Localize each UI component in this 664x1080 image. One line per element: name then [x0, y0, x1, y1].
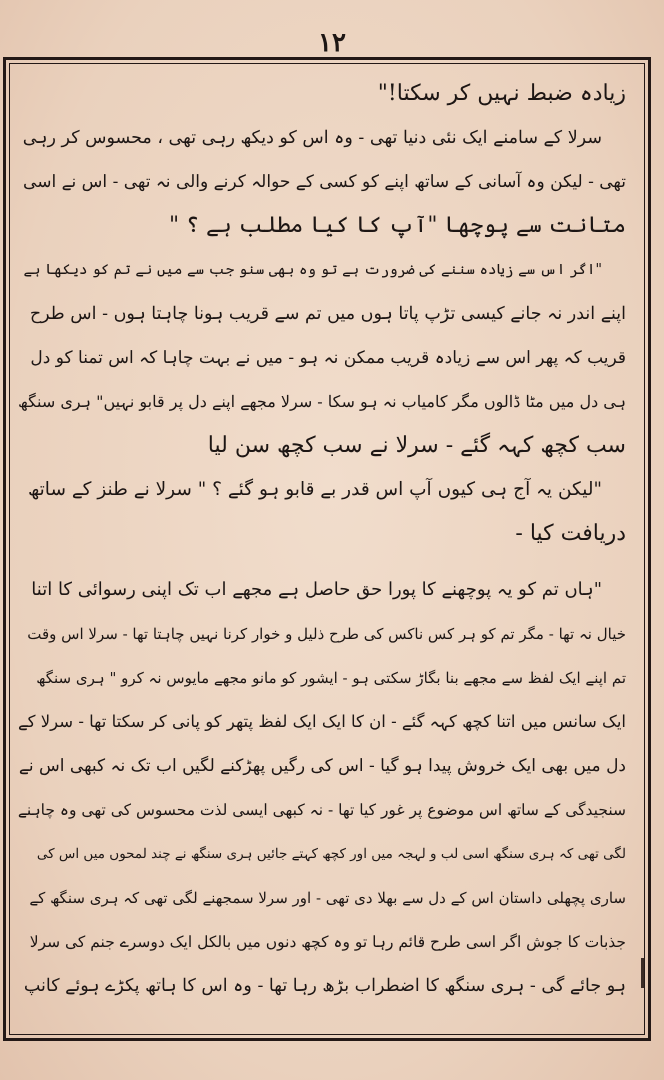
page-number: ۱۲: [318, 28, 346, 58]
text-line: سب کچھ کہہ گئے - سرلا نے سب کچھ سن لیا: [207, 433, 626, 458]
body-text: [18, 72, 632, 1027]
text-line: "اگر اس سے زیادہ سننے کی ضرورت ہے تو وہ بھی سنو جب سے میں نے تم کو دیکھا ہے: [23, 262, 602, 278]
text-line: سرلا کے سامنے ایک نئی دنیا تھی - وہ اس کو دیکھ رہی تھی ، محسوس کر رہی: [22, 128, 602, 148]
text-line: اپنے اندر نہ جانے کیسی تڑپ پاتا ہوں میں تم سے قریب ہونا چاہتا ہوں - اس طرح: [29, 304, 626, 324]
text-line: زیادہ ضبط نہیں کر سکتا!": [377, 81, 626, 106]
text-line: متانت سے پوچھا "آپ کا کیا مطلب ہے ؟ ": [168, 213, 626, 238]
text-line: لگی تھی کہ ہری سنگھ اسی لب و لہجہ میں اور کچھ کہتے جائیں ہری سنگھ نے چند لمحوں میں اس کی: [36, 846, 626, 862]
text-line: خیال نہ تھا - مگر تم کو ہر کس ناکس کی طرح ذلیل و خوار کرنا نہیں چاہتا تھا - سرلا اس وقت: [27, 625, 626, 643]
text-line: جذبات کا جوش اگر اسی طرح قائم رہا تو وہ کچھ دنوں میں بالکل ایک دوسرے جنم کی سرلا: [29, 933, 626, 951]
text-line: ہی دل میں مٹا ڈالوں مگر کامیاب نہ ہو سکا - سرلا مجھے اپنے دل پر قابو نہیں" ہری سنگھ: [18, 392, 626, 411]
text-line: دریافت کیا -: [515, 521, 626, 546]
text-line: "ہاں تم کو یہ پوچھنے کا پورا حق حاصل ہے مجھے اب تک اپنی رسوائی کا اتنا: [31, 579, 602, 600]
text-line: ساری پچھلی داستان اس کے دل سے بھلا دی تھی - اور سرلا سمجھنے لگی تھی کہ ہری سنگھ کے: [29, 889, 626, 907]
text-line: ہو جائے گی - ہری سنگھ کا اضطراب بڑھ رہا تھا - وہ اس کا ہاتھ پکڑے ہوئے کانپ: [23, 976, 626, 996]
text-line: ایک سانس میں اتنا کچھ کہہ گئے - ان کا ایک ایک لفظ پتھر کو پانی کر سکتا تھا - سرلا کے: [18, 712, 626, 731]
text-line: "لیکن یہ آج ہی کیوں آپ اس قدر بے قابو ہو گئے ؟ " سرلا نے طنز کے ساتھ: [27, 479, 602, 500]
text-line: دل میں بھی ایک خروش پیدا ہو گیا - اس کی رگیں پھڑکنے لگیں اب تک نہ کبھی اس نے: [18, 756, 626, 776]
margin-mark: [641, 958, 644, 988]
text-line: تم اپنے ایک لفظ سے مجھے بنا بگاڑ سکتی ہو - ایشور کو مانو مجھے مایوس نہ کرو " ہری سنگھ: [36, 669, 626, 687]
text-line: قریب کہ پھر اس سے زیادہ قریب ممکن نہ ہو - میں نے بہت چاہا کہ اس تمنا کو دل: [30, 348, 626, 368]
text-line: تھی - لیکن وہ آسانی کے ساتھ اپنے کو کسی کے حوالہ کرنے والی نہ تھی - اس نے اسی: [23, 172, 626, 192]
text-line: سنجیدگی کے ساتھ اس موضوع پر غور کیا تھا - نہ کبھی ایسی لذت محسوس کی تھی وہ چاہنے: [18, 801, 626, 819]
